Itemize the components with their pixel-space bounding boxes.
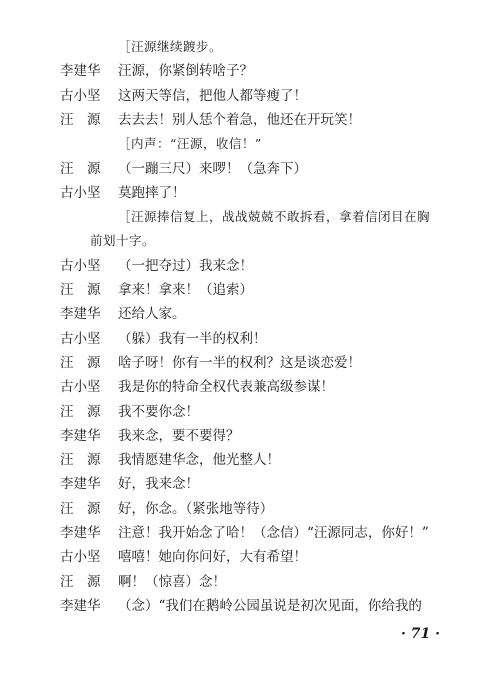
dialogue-line bbox=[60, 62, 460, 80]
speaker-name: 李建华 bbox=[60, 525, 101, 541]
dialogue-text: 我是你的特命全权代表兼高级参谋！ bbox=[118, 379, 334, 396]
speaker-name: 汪 源 bbox=[60, 452, 101, 469]
dialogue-line bbox=[60, 475, 460, 493]
dialogue-text: 我来念，要不要得？ bbox=[118, 427, 240, 444]
dialogue-line bbox=[60, 524, 460, 542]
dialogue-text: 还给人家。 bbox=[118, 306, 186, 323]
speaker-name: 汪 源 bbox=[60, 500, 101, 517]
dialogue-text: 啥子呀！你有一半的权利？这是谈恋爱！ bbox=[118, 354, 361, 371]
stage-direction bbox=[90, 232, 478, 250]
speaker-name: 古小坚 bbox=[60, 379, 101, 396]
page-number: · 71 · bbox=[401, 626, 440, 642]
dialogue-line bbox=[60, 111, 460, 129]
stage-direction bbox=[118, 208, 478, 226]
dialogue-text: （一蹦三尺）来啰！（急奔下） bbox=[118, 160, 307, 177]
dialogue-line bbox=[60, 548, 460, 566]
dialogue-line bbox=[60, 330, 460, 348]
speaker-name: 汪 源 bbox=[60, 403, 101, 420]
speaker-name: 汪 源 bbox=[60, 354, 101, 371]
speaker-name: 古小坚 bbox=[60, 184, 101, 201]
dialogue-line bbox=[60, 427, 460, 445]
speaker-name: 汪 源 bbox=[60, 160, 101, 177]
dialogue-text: 这两天等信，把他人都等瘦了！ bbox=[118, 87, 307, 104]
speaker-name: 李建华 bbox=[60, 306, 101, 323]
dialogue-text: 莫跑摔了！ bbox=[118, 184, 186, 201]
speaker-name: 李建华 bbox=[60, 476, 101, 493]
speaker-name: 汪 源 bbox=[60, 573, 101, 590]
dialogue-line bbox=[60, 378, 460, 396]
dialogue-text: 去去去！别人恁个着急，他还在开玩笑！ bbox=[118, 111, 361, 128]
dialogue-text: （躲）我有一半的权利！ bbox=[118, 330, 267, 347]
dialogue-line bbox=[60, 403, 460, 421]
dialogue-text: 好，我来念！ bbox=[118, 476, 199, 493]
dialogue-line bbox=[60, 597, 460, 615]
dialogue-line bbox=[60, 500, 460, 518]
speaker-name: 李建华 bbox=[60, 597, 101, 614]
dialogue-text: 好，你念。（紧张地等待） bbox=[118, 500, 274, 517]
speaker-name: 古小坚 bbox=[60, 87, 101, 104]
dialogue-text: （念）“我们在鹅岭公园虽说是初次见面，你给我的 bbox=[118, 597, 422, 614]
dialogue-line bbox=[60, 354, 460, 372]
dialogue-text: 拿来！拿来！（追索） bbox=[118, 282, 253, 298]
dialogue-line bbox=[60, 257, 460, 275]
stage-direction bbox=[118, 38, 478, 56]
speaker-name: 汪 源 bbox=[60, 282, 101, 298]
dialogue-text: （一把夺过）我来念！ bbox=[118, 257, 253, 274]
dialogue-text: 汪源，你紧倒转啥子？ bbox=[118, 63, 253, 80]
dialogue-text: 啊！（惊喜）念！ bbox=[118, 573, 226, 590]
dialogue-text: 我情愿建华念，他光整人！ bbox=[118, 452, 280, 469]
dialogue-line bbox=[60, 305, 460, 323]
dialogue-text: 我不要你念！ bbox=[118, 403, 199, 420]
speaker-name: 古小坚 bbox=[60, 330, 101, 347]
dialogue-line bbox=[60, 87, 460, 105]
dialogue-line bbox=[60, 160, 460, 178]
dialogue-text: 嘻嘻！她向你问好，大有希望！ bbox=[118, 549, 307, 566]
stage-direction bbox=[118, 135, 478, 153]
stage-text: ［内声：“汪源，收信！” bbox=[118, 136, 262, 152]
stage-text: ［汪源继续踱步。 bbox=[118, 39, 223, 54]
speaker-name: 古小坚 bbox=[60, 549, 101, 566]
dialogue-line bbox=[60, 281, 460, 299]
stage-text: 前划十字。 bbox=[90, 233, 156, 249]
stage-text: ［汪源捧信复上，战战兢兢不敢拆看，拿着信闭目在胸 bbox=[118, 209, 431, 225]
dialogue-line bbox=[60, 573, 460, 591]
speaker-name: 李建华 bbox=[60, 63, 101, 80]
speaker-name: 李建华 bbox=[60, 427, 101, 444]
speaker-name: 古小坚 bbox=[60, 257, 101, 274]
dialogue-line bbox=[60, 451, 460, 469]
dialogue-text: 注意！我开始念了哈！（念信）“汪源同志，你好！” bbox=[118, 525, 429, 541]
dialogue-line bbox=[60, 184, 460, 202]
speaker-name: 汪 源 bbox=[60, 111, 101, 128]
